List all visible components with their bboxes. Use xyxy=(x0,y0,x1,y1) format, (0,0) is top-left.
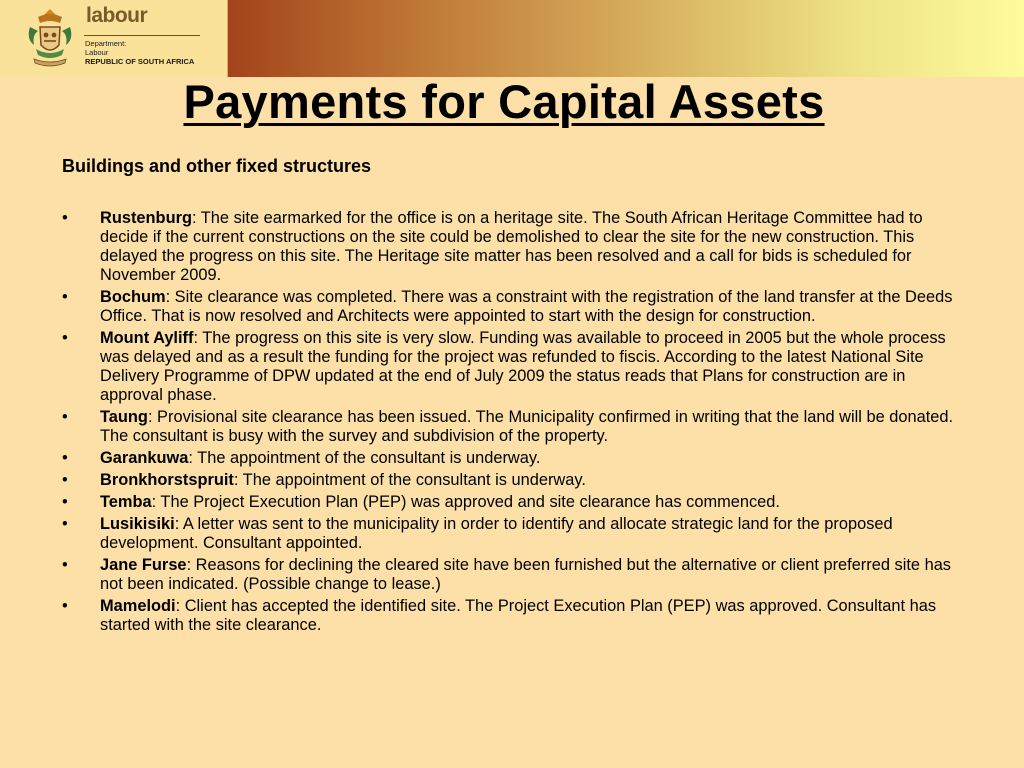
site-name: Taung xyxy=(100,408,148,426)
department-line-2: Labour xyxy=(85,48,109,57)
list-item xyxy=(62,209,966,285)
site-status: : The Project Execution Plan (PEP) was approved and site clearance has commenced. xyxy=(151,493,780,511)
site-status: : The progress on this site is very slow. Funding was available to proceed in 2005 but the whole process was delayed and as a result the funding for the project was refunded to fiscis. According to the latest National Site Delivery Programme of DPW updated at the end of July 2009 the status reads that Plans for construction are in approval phase. xyxy=(100,329,946,404)
site-status-list xyxy=(62,209,966,638)
site-name: Temba xyxy=(100,493,152,511)
list-item xyxy=(62,597,966,635)
site-status: : The site earmarked for the office is on a heritage site. The South African Heritage Committee had to decide if the current constructions on the site could be demolished to clear the site for the new construction. This delayed the progress on this site. The Heritage site matter has been resolved and a call for bids is scheduled for November 2009. xyxy=(100,209,923,284)
site-name: Mamelodi xyxy=(100,597,176,615)
section-subtitle: Buildings and other fixed structures xyxy=(62,156,372,176)
list-item xyxy=(62,408,966,446)
site-name: Jane Furse xyxy=(100,556,187,574)
site-status: : Reasons for declining the cleared site have been furnished but the alternative or client preferred site has not been indicated. (Possible change to lease.) xyxy=(100,556,952,593)
bullet-icon: • xyxy=(62,449,68,467)
site-status: : A letter was sent to the municipality in order to identify and allocate strategic land for the proposed development. Consultant appointed. xyxy=(100,515,893,552)
site-status: : The appointment of the consultant is underway. xyxy=(188,449,541,467)
bullet-icon: • xyxy=(62,209,68,227)
list-item xyxy=(62,556,966,594)
brand-divider xyxy=(84,35,200,36)
list-item xyxy=(62,449,966,468)
site-name: Bochum xyxy=(100,288,166,306)
list-item xyxy=(62,329,966,405)
bullet-icon: • xyxy=(62,597,68,615)
list-item xyxy=(62,288,966,326)
bullet-icon: • xyxy=(62,556,68,574)
site-status: : Site clearance was completed. There was a constraint with the registration of the land transfer at the Deeds Office. That is now resolved and Architects were appointed to start with the design for construction. xyxy=(100,288,953,325)
department-label xyxy=(85,39,194,66)
site-name: Bronkhorstspruit xyxy=(100,471,234,489)
bullet-icon: • xyxy=(62,329,68,347)
department-logo xyxy=(0,0,228,77)
site-name: Rustenburg xyxy=(100,209,192,227)
page-title: Payments for Capital Assets xyxy=(183,75,825,128)
site-name: Lusikisiki xyxy=(100,515,175,533)
bullet-icon: • xyxy=(62,288,68,306)
site-status: : Provisional site clearance has been issued. The Municipality confirmed in writing that the land will be donated. The consultant is busy with the survey and subdivision of the property. xyxy=(100,408,954,445)
bullet-icon: • xyxy=(62,515,68,533)
bullet-icon: • xyxy=(62,408,68,426)
coat-of-arms-icon xyxy=(24,5,76,71)
list-item xyxy=(62,493,966,512)
site-name: Mount Ayliff xyxy=(100,329,194,347)
list-item xyxy=(62,515,966,553)
list-item xyxy=(62,471,966,490)
brand-name: labour xyxy=(86,4,148,27)
site-name: Garankuwa xyxy=(100,449,189,467)
bullet-icon: • xyxy=(62,493,68,511)
bullet-icon: • xyxy=(62,471,68,489)
site-status: : The appointment of the consultant is underway. xyxy=(233,471,586,489)
department-line-3: REPUBLIC OF SOUTH AFRICA xyxy=(85,57,195,66)
site-status: : Client has accepted the identified site. The Project Execution Plan (PEP) was approved. Consultant has started with the site clearance. xyxy=(100,597,937,634)
department-line-1: Department: xyxy=(85,39,127,48)
